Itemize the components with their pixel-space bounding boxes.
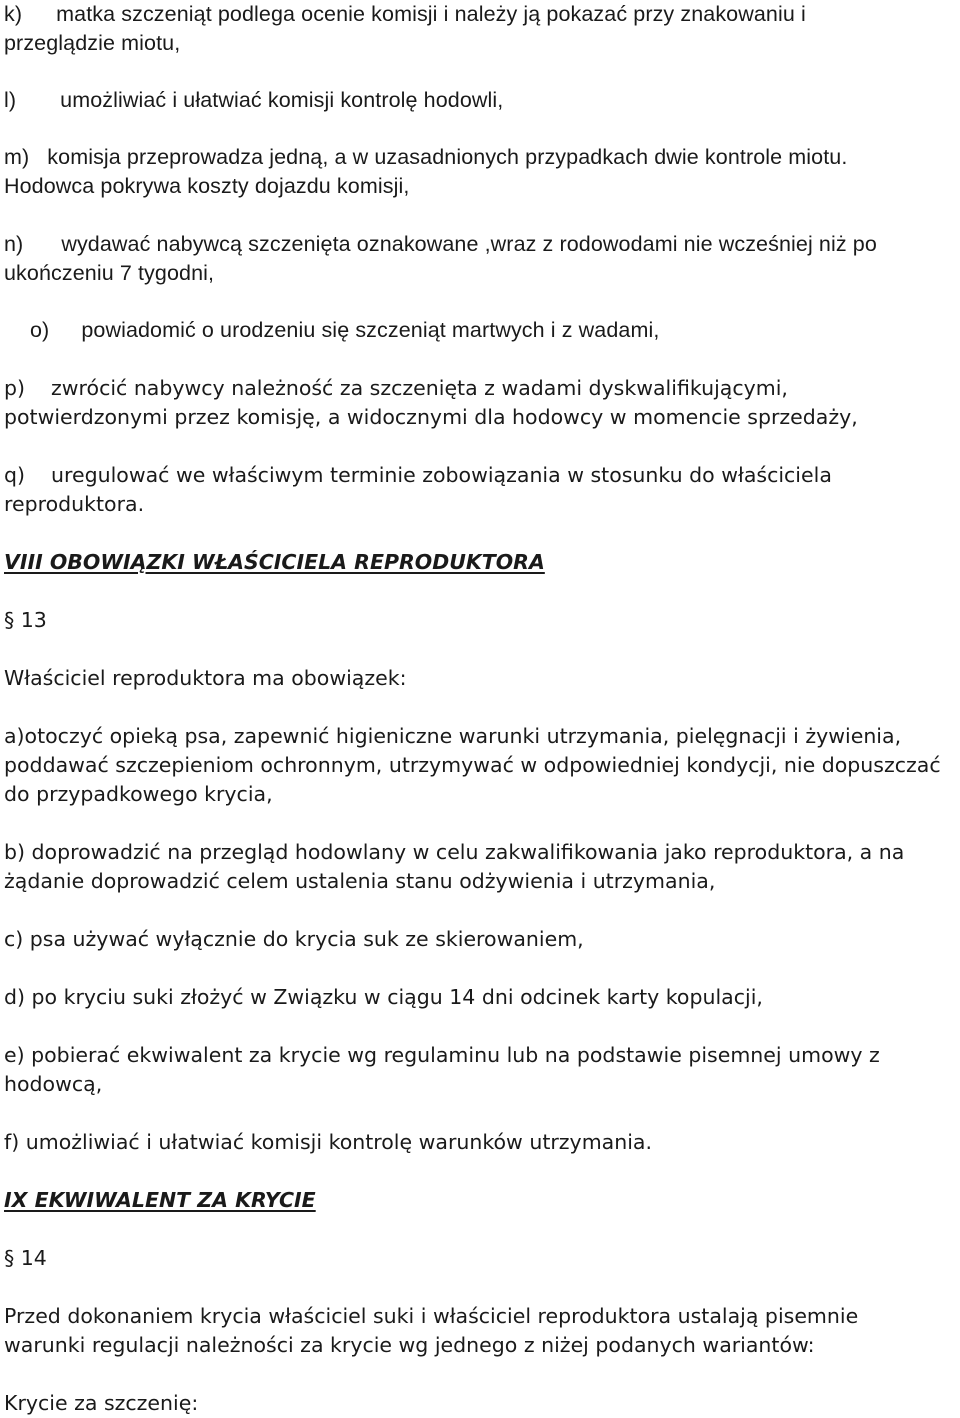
duty-b-continuation: żądanie doprowadzić celem ustalenia stanu odżywienia i utrzymania,	[4, 869, 716, 893]
item-k-continuation: przeglądzie miotu,	[4, 31, 181, 55]
item-text: uregulować we właściwym terminie zobowiązania w stosunku do właściciela	[51, 463, 832, 487]
item-p	[4, 374, 788, 403]
duty-c: c) psa używać wyłącznie do krycia suk ze skierowaniem,	[4, 927, 584, 951]
duty-a-continuation: poddawać szczepieniom ochronnym, utrzymywać w odpowiedniej kondycji, nie dopuszczać	[4, 753, 941, 777]
item-m	[4, 143, 847, 172]
item-o	[30, 316, 659, 345]
item-marker: n)	[4, 232, 24, 256]
item-text: umożliwiać i ułatwiać komisji kontrolę hodowli,	[60, 88, 504, 112]
item-text: matka szczeniąt podlega ocenie komisji i należy ją pokazać przy znakowaniu i	[56, 2, 806, 26]
section-ix-text-continuation: warunki regulacji należności za krycie wg jednego z niżej podanych wariantów:	[4, 1333, 815, 1357]
item-q-continuation: reproduktora.	[4, 492, 145, 516]
section-heading-viii: VIII OBOWIĄZKI WŁAŚCICIELA REPRODUKTORA	[4, 550, 545, 574]
item-text: zwrócić nabywcy należność za szczenięta z wadami dyskwalifikującymi,	[51, 376, 788, 400]
item-text: powiadomić o urodzeniu się szczeniąt martwych i z wadami,	[81, 318, 660, 342]
duty-e-continuation: hodowcą,	[4, 1072, 103, 1096]
duty-d: d) po kryciu suki złożyć w Związku w ciągu 14 dni odcinek karty kopulacji,	[4, 985, 763, 1009]
paragraph-mark-13: § 13	[4, 608, 47, 632]
duty-a: a)otoczyć opieką psa, zapewnić higieniczne warunki utrzymania, pielęgnacji i żywienia,	[4, 724, 902, 748]
item-marker: q)	[4, 463, 26, 487]
section-ix-subheading: Krycie za szczenię:	[4, 1391, 199, 1415]
item-marker: m)	[4, 145, 30, 169]
item-marker: k)	[4, 2, 23, 26]
item-n	[4, 230, 877, 259]
section-intro: Właściciel reproduktora ma obowiązek:	[4, 666, 407, 690]
item-p-continuation: potwierdzonymi przez komisję, a widocznymi dla hodowcy w momencie sprzedaży,	[4, 405, 858, 429]
item-q	[4, 461, 832, 490]
item-l	[4, 86, 503, 115]
duty-f: f) umożliwiać i ułatwiać komisji kontrolę warunków utrzymania.	[4, 1130, 652, 1154]
item-text: komisja przeprowadza jedną, a w uzasadnionych przypadkach dwie kontrole miotu.	[47, 145, 848, 169]
item-marker: l)	[4, 88, 17, 112]
section-ix-text: Przed dokonaniem krycia właściciel suki i właściciel reproduktora ustalają pisemnie	[4, 1304, 859, 1328]
section-heading-ix: IX EKWIWALENT ZA KRYCIE	[4, 1188, 316, 1212]
item-k	[4, 0, 806, 29]
item-text: wydawać nabywcą szczenięta oznakowane ,wraz z rodowodami nie wcześniej niż po	[61, 232, 877, 256]
item-marker: p)	[4, 376, 26, 400]
item-m-continuation: Hodowca pokrywa koszty dojazdu komisji,	[4, 174, 410, 198]
duty-a-continuation: do przypadkowego krycia,	[4, 782, 273, 806]
paragraph-mark-14: § 14	[4, 1246, 47, 1270]
item-n-continuation: ukończeniu 7 tygodni,	[4, 261, 215, 285]
duty-b: b) doprowadzić na przegląd hodowlany w celu zakwalifikowania jako reproduktora, a na	[4, 840, 905, 864]
item-marker: o)	[30, 318, 50, 342]
duty-e: e) pobierać ekwiwalent za krycie wg regulaminu lub na podstawie pisemnej umowy z	[4, 1043, 880, 1067]
